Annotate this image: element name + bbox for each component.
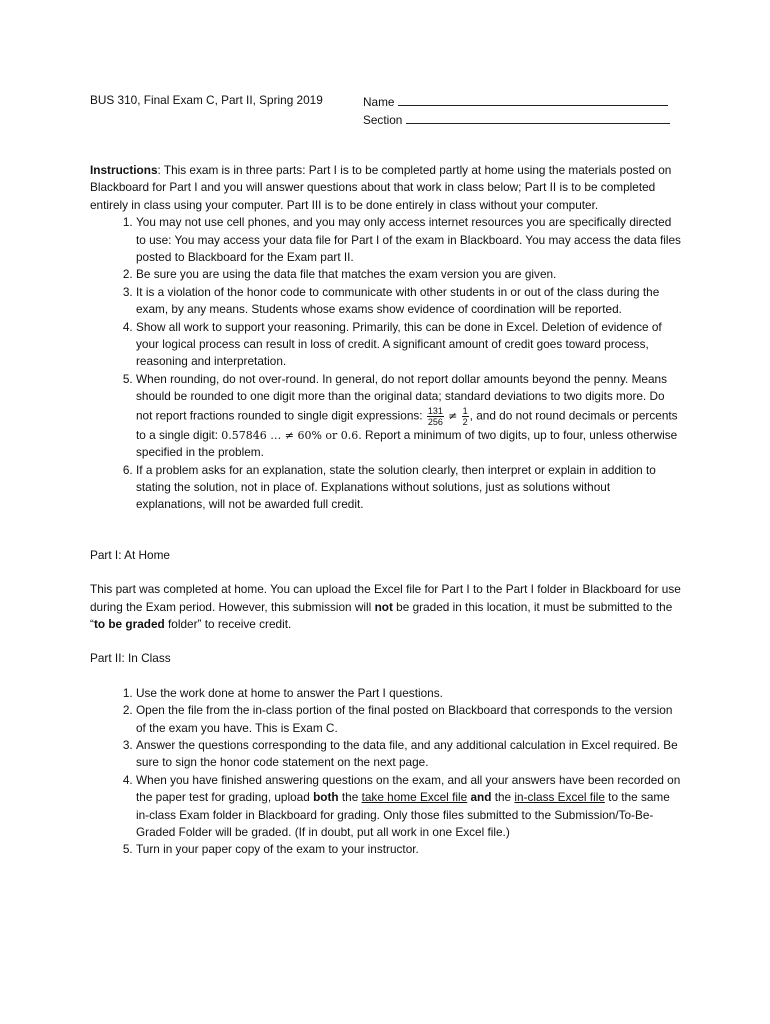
fraction-131-256	[427, 406, 444, 427]
part1-not-emphasis: not	[374, 599, 393, 614]
rounding-math-expression: 0.57846 … ≠ 60% or 0.6.	[221, 428, 362, 442]
section-field[interactable]	[363, 111, 670, 129]
instruction-item: 4. Show all work to support your reasoning. Primarily, this can be done in Excel. Deletion of evidence of your logical process can result in loss of credit. A significant amount of credit goes toward process, reasoning and interpretation.	[136, 319, 682, 371]
part1-text-b: be graded in this location, it must be submitted to the “	[90, 599, 673, 631]
part1-text-c: folder” to receive credit.	[164, 616, 292, 631]
instruction-item: 3. It is a violation of the honor code to communicate with other students in or out of the class during the exam, by any means. Students whose exams show evidence of coordination will be reported.	[136, 284, 682, 319]
student-info-fields	[363, 93, 670, 129]
exam-body	[90, 162, 682, 859]
fraction-denominator: 2	[462, 416, 468, 427]
part2-item-upload	[136, 772, 682, 842]
part1-graded-emphasis: to be graded	[93, 616, 165, 631]
upload-text-b: the	[338, 790, 362, 805]
upload-text-a: When you have finished answering questions on the exam, and all your answers have been recorded on the paper test for grading, upload	[136, 772, 681, 805]
name-field[interactable]	[363, 93, 670, 111]
part2-item: 1. Use the work done at home to answer the Part I questions.	[136, 685, 682, 702]
section-blank[interactable]	[406, 112, 670, 124]
and-emphasis: and	[470, 790, 492, 805]
upload-text-c: the	[491, 790, 515, 805]
instructions-paragraph	[90, 162, 682, 214]
instructions-heading: Instructions	[90, 163, 158, 177]
part1-text-a: This part was completed at home. You can upload the Excel file for Part I to the Part I folder in Blackboard for use during the Exam period. However, this submission will	[90, 582, 681, 614]
upload-text-d: to the same in-class Exam folder in Blackboard for grading. Only those files submitted to the Submission/To-Be-Graded Folder will be graded. (If in doubt, put all work in one Excel file.)	[136, 790, 670, 839]
instruction-item: 1. You may not use cell phones, and you may only access internet resources you are specifically directed to use: You may access your data file for Part I of the exam in Blackboard. You may access the data files posted to Blackboard for the Exam part II.	[136, 214, 682, 266]
section-label: Section	[363, 113, 403, 127]
rounding-text-3: Report a minimum of two digits, up to four, unless otherwise specified in the problem.	[136, 427, 678, 460]
both-emphasis: both	[313, 790, 339, 805]
part2-item: 3. Answer the questions corresponding to the data file, and any additional calculation in Excel required. Be sure to sign the honor code statement on the next page.	[136, 737, 682, 772]
not-equal-sign: ≠	[448, 409, 458, 423]
part2-item: 5. Turn in your paper copy of the exam to your instructor.	[136, 841, 682, 858]
instruction-item: 2. Be sure you are using the data file that matches the exam version you are given.	[136, 266, 682, 283]
instructions-list	[90, 214, 682, 514]
part2-item: 2. Open the file from the in-class portion of the final posted on Blackboard that corresponds to the version of the exam you have. This is Exam C.	[136, 702, 682, 737]
fraction-denominator: 256	[427, 416, 443, 427]
course-title: BUS 310, Final Exam C, Part II, Spring 2019	[90, 93, 323, 107]
part2-heading: Part II: In Class	[90, 651, 171, 666]
in-class-excel-link[interactable]: in-class Excel file	[514, 790, 605, 805]
name-label: Name	[363, 95, 395, 109]
part1-heading: Part I: At Home	[90, 547, 170, 562]
name-blank[interactable]	[398, 94, 668, 106]
instruction-item: 6. If a problem asks for an explanation, state the solution clearly, then interpret or explain in addition to stating the solution, not in place of. Explanations without solutions, just as solutions without explanations, will not be awarded full credit.	[136, 462, 682, 514]
rounding-text-1: When rounding, do not over-round. In general, do not report dollar amounts beyond the penny. Means should be rounded to one digit more than the original data; standard deviations to two digits more. Do not report fractions rounded to single digit expressions:	[136, 371, 667, 423]
fraction-1-2	[462, 406, 469, 427]
instruction-item-rounding	[136, 371, 682, 462]
take-home-excel-link[interactable]: take home Excel file	[361, 790, 468, 805]
rounding-text-2: , and do not round decimals or percents to a single digit:	[136, 408, 678, 442]
fraction-numerator: 131	[427, 405, 443, 416]
part2-list	[90, 685, 682, 859]
fraction-numerator: 1	[462, 405, 468, 416]
part1-paragraph	[90, 581, 682, 633]
instructions-text: : This exam is in three parts: Part I is to be completed partly at home using the materials posted on Blackboard for Part I and you will answer questions about that work in class below; Part II is to be completed entirely in class using your computer. Part III is to be done entirely in class without your computer.	[90, 163, 672, 212]
